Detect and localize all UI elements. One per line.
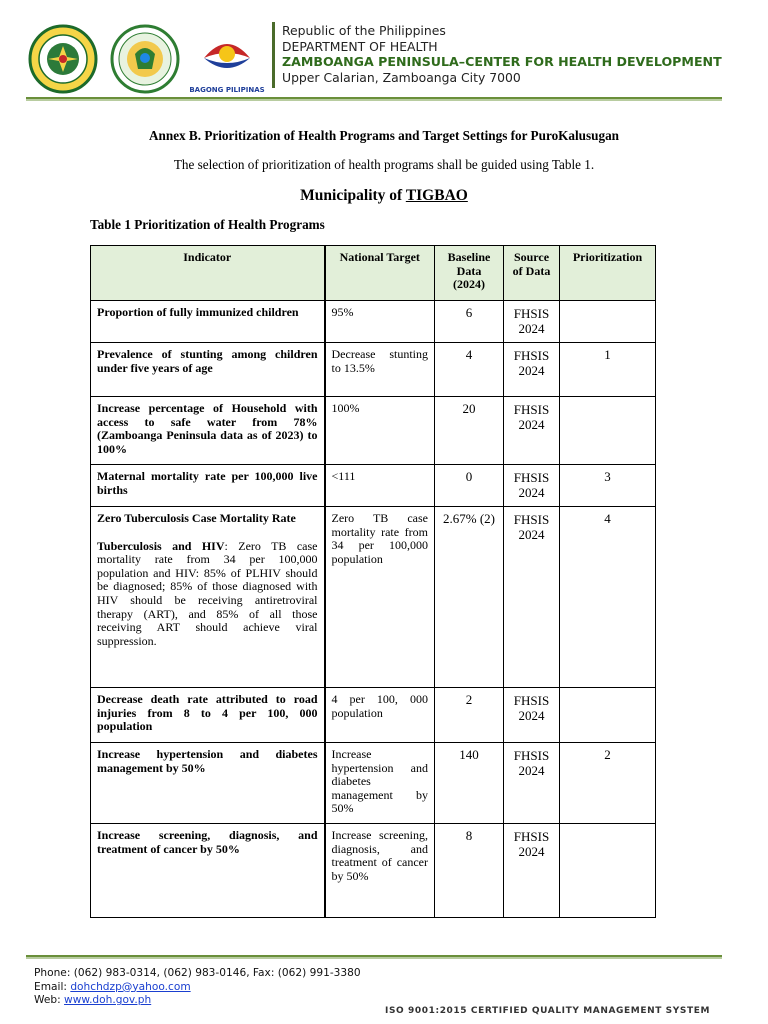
cell-priority <box>560 301 656 343</box>
indicator-detail-text: : Zero TB case mortality rate from 34 per 100,000 population and HIV: 85% of PLHIV should be diagnosed; 85% of those diagnosed with HIV should be receiving antiretroviral therapy (ART), and 85% of all those receiving ART should achieve viral suppression. <box>97 538 318 648</box>
table-row <box>91 397 656 465</box>
header-logos <box>28 20 268 94</box>
cell-priority: 4 <box>560 507 656 688</box>
cell-indicator: Increase hypertension and diabetes management by 50% <box>91 743 325 824</box>
indicator-title: Zero Tuberculosis Case Mortality Rate <box>97 511 296 525</box>
cell-baseline: 2.67% (2) <box>435 507 504 688</box>
footer-rule <box>26 955 722 959</box>
footer-web-label: Web: <box>34 994 65 1007</box>
cell-target: 95% <box>325 301 435 343</box>
svg-text:BAGONG PILIPINAS: BAGONG PILIPINAS <box>189 86 265 94</box>
cell-source: FHSIS 2024 <box>504 465 560 507</box>
table-row <box>91 743 656 824</box>
cell-target: Decrease stunting to 13.5% <box>325 343 435 397</box>
annex-title: Annex B. Prioritization of Health Programs and Target Settings for PuroKalusugan <box>149 128 619 143</box>
header-source: Source of Data <box>504 246 560 301</box>
table-caption: Table 1 Prioritization of Health Programs <box>90 217 325 232</box>
cell-source: FHSIS 2024 <box>504 688 560 743</box>
table-row <box>91 824 656 918</box>
letterhead <box>282 23 722 85</box>
bagong-pilipinas-logo <box>189 26 265 96</box>
municipality-prefix: Municipality of <box>300 187 406 204</box>
header-prioritization: Prioritization <box>560 246 656 301</box>
cell-source: FHSIS 2024 <box>504 743 560 824</box>
cell-source: FHSIS 2024 <box>504 824 560 918</box>
footer-contact <box>34 967 361 1008</box>
cell-priority: 1 <box>560 343 656 397</box>
cell-source: FHSIS 2024 <box>504 507 560 688</box>
table-header-row <box>91 246 656 301</box>
cell-target: Zero TB case mortality rate from 34 per 100,000 population <box>325 507 435 688</box>
cell-target: 100% <box>325 397 435 465</box>
cell-priority: 2 <box>560 743 656 824</box>
cell-baseline: 140 <box>435 743 504 824</box>
cell-indicator: Proportion of fully immunized children <box>91 301 325 343</box>
cell-baseline: 4 <box>435 343 504 397</box>
cell-indicator: Decrease death rate attributed to road injuries from 8 to 4 per 100, 000 population <box>91 688 325 743</box>
cell-indicator: Increase screening, diagnosis, and treatment of cancer by 50% <box>91 824 325 918</box>
indicator-detail <box>97 540 318 649</box>
footer-email-label: Email: <box>34 980 71 993</box>
municipality-name: TIGBAO <box>405 187 468 204</box>
letterhead-center: ZAMBOANGA PENINSULA–CENTER FOR HEALTH DEVELOPMENT <box>282 54 722 69</box>
iso-certification: ISO 9001:2015 CERTIFIED QUALITY MANAGEMENT SYSTEM <box>385 1006 710 1016</box>
cell-source: FHSIS 2024 <box>504 397 560 465</box>
footer-web-link[interactable]: www.doh.gov.ph <box>64 994 152 1007</box>
cell-baseline: 6 <box>435 301 504 343</box>
indicator-detail-bold: Tuberculosis and HIV <box>97 538 225 553</box>
cell-source: FHSIS 2024 <box>504 343 560 397</box>
header-baseline: Baseline Data (2024) <box>435 246 504 301</box>
letterhead-department: DEPARTMENT OF HEALTH <box>282 38 438 54</box>
footer-phone: Phone: (062) 983-0314, (062) 983-0146, Fax: (062) 991-3380 <box>34 967 361 979</box>
cell-priority: 3 <box>560 465 656 507</box>
doh-seal-logo <box>110 24 180 94</box>
letterhead-address: Upper Calarian, Zamboanga City 7000 <box>282 69 521 85</box>
header-national-target: National Target <box>325 246 435 301</box>
philippines-seal-logo <box>28 24 98 94</box>
cell-baseline: 2 <box>435 688 504 743</box>
municipality-heading <box>0 187 768 205</box>
intro-text: The selection of prioritization of health programs shall be guided using Table 1. <box>173 157 595 172</box>
letterhead-republic: Republic of the Philippines <box>282 23 446 38</box>
table-row <box>91 301 656 343</box>
cell-baseline: 20 <box>435 397 504 465</box>
cell-priority <box>560 824 656 918</box>
cell-priority <box>560 688 656 743</box>
cell-target: Increase hypertension and diabetes management by 50% <box>325 743 435 824</box>
table-row <box>91 465 656 507</box>
cell-indicator <box>91 507 325 688</box>
cell-baseline: 8 <box>435 824 504 918</box>
footer-email-line <box>34 981 361 995</box>
header-divider <box>272 22 275 88</box>
cell-target: 4 per 100, 000 population <box>325 688 435 743</box>
footer-web-line <box>34 994 361 1008</box>
cell-indicator: Maternal mortality rate per 100,000 live births <box>91 465 325 507</box>
cell-baseline: 0 <box>435 465 504 507</box>
header-indicator: Indicator <box>91 246 325 301</box>
cell-target: Increase screening, diagnosis, and treatment of cancer by 50% <box>325 824 435 918</box>
header-rule <box>26 97 722 101</box>
cell-indicator: Increase percentage of Household with access to safe water from 78% (Zamboanga Peninsula data as of 2023) to 100% <box>91 397 325 465</box>
table-row <box>91 688 656 743</box>
prioritization-table <box>90 245 656 918</box>
cell-source: FHSIS 2024 <box>504 301 560 343</box>
cell-indicator: Prevalence of stunting among children under five years of age <box>91 343 325 397</box>
footer-email-link[interactable]: dohchdzp@yahoo.com <box>70 980 191 993</box>
table-row <box>91 343 656 397</box>
table-row <box>91 507 656 688</box>
cell-target: <111 <box>325 465 435 507</box>
cell-priority <box>560 397 656 465</box>
